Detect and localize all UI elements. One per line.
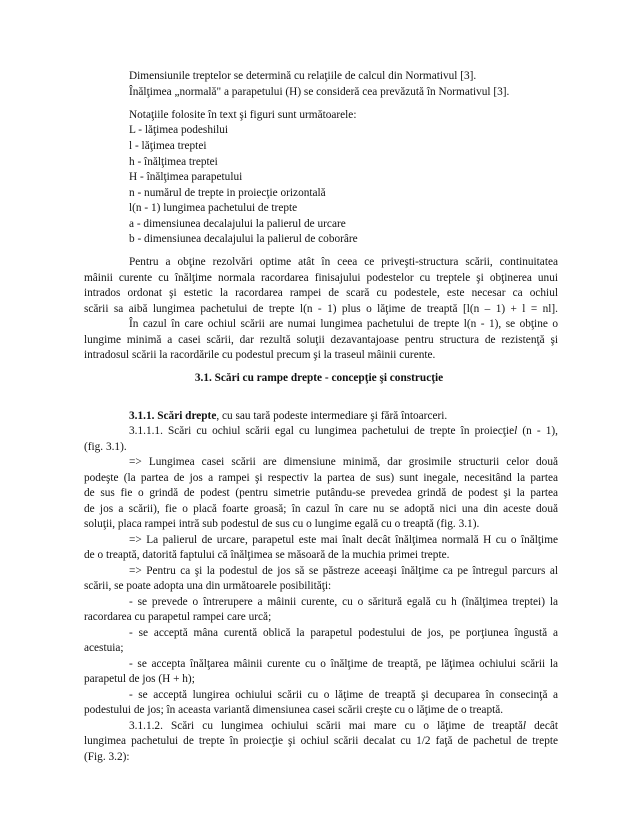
paragraph-line: Pentru a obţine rezolvări optime atât în ceea ce priveşti-structura scării, continuitatea: [129, 256, 558, 268]
paragraph-line: soluţii, placa rampei intră sub podestul de sus cu o lungime egală cu o treaptă (fig. 3.1).: [84, 518, 480, 530]
paragraph-line: scării sa aibă lungimea pachetului de trepte l(n - 1) plus o lăţime de treaptă [l(n – 1) + l = nl].: [84, 303, 558, 315]
paragraph-line: lungimea pachetului de trepte în proiecţie şi ochiul scării decalat cu 1/2 faţă de pachetul de trepte: [84, 735, 558, 747]
paragraph-line: de sus fie o grindă de podest (pentru simetrie putându-se prevedea grindă de podest şi la partea: [84, 487, 558, 499]
list-line: racordarea cu parapetul rampei care urcă;: [84, 611, 272, 623]
paragraph-line: scării, se poate adopta una din următoarele posibilităţi:: [84, 580, 332, 592]
notation-item: l - lăţimea treptei: [129, 140, 207, 152]
paragraph-line: (fig. 3.1).: [84, 441, 127, 453]
subsection-rest: , cu sau tară podeste intermediare şi fără întoarceri.: [216, 410, 448, 422]
list-line: podestului de jos; în aceasta variantă dimensiunea casei scării creşte cu o lăţime de o treaptă.: [84, 704, 504, 716]
subsection-title: 3.1.1. Scări drepte: [129, 410, 217, 422]
paragraph-line: intradosul scării la racordările cu podestul precum şi la traseul mâinii curente.: [84, 349, 436, 361]
list-line: parapetul de jos (H + h);: [84, 673, 195, 685]
list-line: - se prevede o întrerupere a mâinii curente, cu o săritură egală cu h (înălţimea treptei) la: [129, 596, 558, 608]
list-line: - se accepta înălţarea mâinii curente cu o înălţime de treaptă, pe lăţimea ochiului scării la: [129, 658, 558, 670]
paragraph-line: => Lungimea casei scării are dimensiune minimă, dar grosimile structurii celor două: [129, 456, 558, 468]
paragraph-line: 3.1.1.2. Scări cu lungimea ochiului scării mai mare cu o lăţime de treaptăl decât: [129, 720, 558, 732]
paragraph-line: => La palierul de urcare, parapetul este mai înalt decât înălţimea normală H cu o înălţime: [129, 534, 558, 546]
notations-title: Notaţiile folosite în text şi figuri sunt următoarele:: [129, 109, 357, 121]
paragraph-line: 3.1.1.1. Scări cu ochiul scării egal cu lungimea pachetului de trepte în proiecţiel (n - 1),: [129, 425, 558, 437]
notation-item: L - lăţimea podeshilui: [129, 124, 229, 136]
notation-item: l(n - 1) lungimea pachetului de trepte: [129, 202, 298, 214]
paragraph-line: În cazul în care ochiul scării are numai lungimea pachetului de trepte l(n - 1), se obţine o: [129, 318, 558, 330]
paragraph-line: podeşte (la partea de jos a rampei şi respectiv la partea de sus) sunt inegale, necesitând la partea: [84, 472, 558, 484]
paragraph-line: => Pentru ca şi la podestul de jos să se păstreze aceeaşi înălţime ca pe întregul parcurs al: [129, 565, 558, 577]
notation-item: H - înălţimea parapetului: [129, 171, 243, 183]
paragraph-line: intrados ordonat şi estetic la racordarea rampei de scară cu podestele, este necesar ca ochiul: [84, 287, 558, 299]
paragraph-line: de o treaptă, datorită faptului că înălţimea se măsoară de la muchia primei trepte.: [84, 549, 450, 561]
intro-line-2: Înălţimea „normală" a parapetului (H) se consideră cea prevăzută în Normativul [3].: [129, 86, 510, 98]
notation-item: n - numărul de trepte in proiecţie orizontală: [129, 187, 326, 199]
subsection-311: [129, 409, 447, 424]
notation-item: b - dimensiunea decalajului la palierul de coborâre: [129, 233, 358, 245]
paragraph-line: de jos a scării), fie o placă foarte groasă; în cazul în care nu se adoptă nici una din aceste două: [84, 503, 558, 515]
paragraph-line: mâinii curente cu înălţime normala racordarea finisajului podestelor cu treptele şi obţinerea unui: [84, 272, 558, 284]
list-line: - se acceptă mâna curentă oblică la parapetul podestului de jos, pe porţiunea îngustă a: [129, 627, 558, 639]
list-line: - se acceptă lungirea ochiului scării cu o lăţime de treaptă şi decuparea în consecinţă a: [129, 689, 558, 701]
list-line: acestuia;: [84, 642, 124, 654]
paragraph-line: (Fig. 3.2):: [84, 751, 130, 763]
notation-item: h - înălţimea treptei: [129, 156, 218, 168]
notation-item: a - dimensiunea decalajului la palierul de urcare: [129, 218, 346, 230]
intro-line-1: Dimensiunile treptelor se determină cu relaţiile de calcul din Normativul [3].: [129, 70, 477, 82]
paragraph-line: lungime minimă a casei scării, dar rezultă soluţii dezavantajoase pentru structura de rezistenţă şi: [84, 334, 558, 346]
section-heading: 3.1. Scări cu rampe drepte - concepţie şi construcţie: [194, 372, 444, 384]
